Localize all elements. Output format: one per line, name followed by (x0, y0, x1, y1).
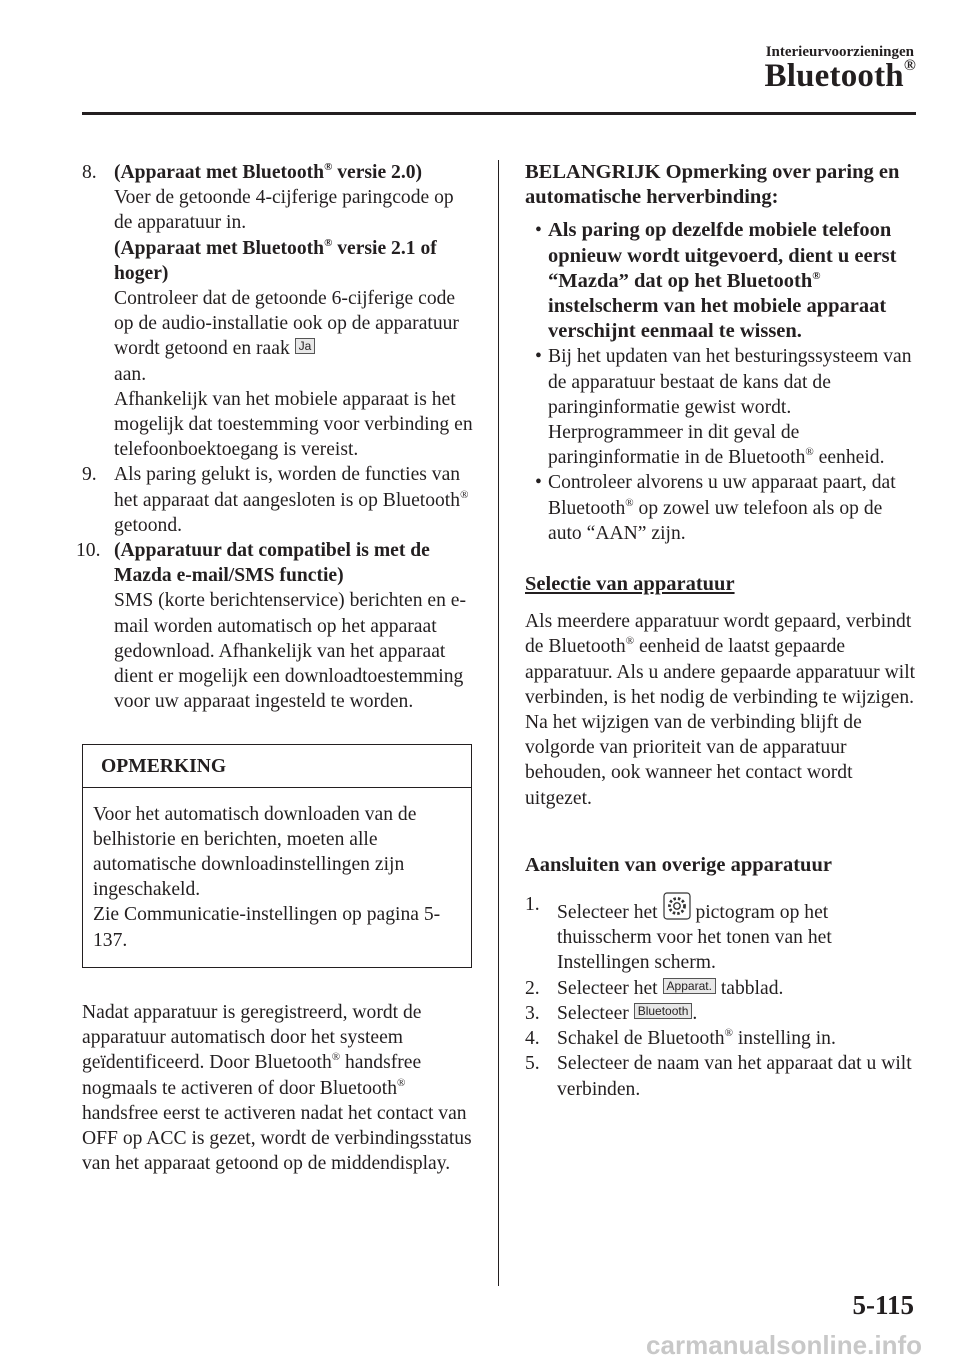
registered-mark: ® (324, 161, 333, 173)
item-text (114, 462, 474, 538)
bullet-text (548, 470, 920, 546)
section-title: Selectie van apparatuur (525, 573, 735, 596)
body-text: pictogram op het thuisscherm voor het tonen van het Instellingen scherm. (557, 902, 832, 974)
item-text: Voer de getoonde 4-cijferige paringcode op de apparatuur in. (114, 187, 454, 234)
right-column (525, 160, 920, 1102)
registered-mark: ® (812, 269, 821, 282)
step-text (557, 976, 920, 1001)
paragraph (525, 609, 920, 811)
step-text (557, 1026, 920, 1051)
body-text: Bij het updaten van het besturingssysteem van de apparatuur bestaat de kans dat de paringinformatie gewist wordt. Herprogrammeer in dit geval de paringinformatie in de Bluetooth (548, 346, 912, 469)
bullet: • (535, 346, 542, 368)
bullet-text (548, 218, 920, 344)
bullet-item (525, 344, 920, 470)
header-rule (82, 112, 916, 115)
body-text: Controleer dat de getoonde 6-cijferige code op de audio-installatie ook op de apparatuur wordt getoond en raak (114, 288, 459, 360)
step-text (557, 892, 920, 976)
step-text: Selecteer de naam van het apparaat dat u wilt verbinden. (557, 1053, 912, 1100)
item-number: 10. (76, 540, 101, 562)
step-1 (525, 892, 920, 976)
body-text: getoond. (114, 514, 183, 536)
title-text: Bluetooth (764, 58, 904, 94)
bluetooth-button: Bluetooth (634, 1003, 693, 1019)
body-text: Schakel de Bluetooth (557, 1028, 725, 1050)
body-text: handsfree nogmaals te activeren of door Bluetooth (82, 1052, 422, 1099)
body-text: . (692, 1002, 698, 1024)
bullet-text (548, 344, 920, 470)
note-body (83, 788, 471, 967)
bullet: • (535, 220, 542, 242)
item-heading (114, 236, 474, 286)
body-text: Selecteer het (557, 977, 658, 999)
step-text (557, 1001, 920, 1026)
heading-text: versie 2.1 of hoger) (114, 237, 437, 284)
step-number: 3. (525, 1002, 540, 1024)
note-box (82, 744, 472, 967)
body-text: eenheid. (813, 447, 885, 469)
item-heading (114, 538, 474, 588)
page-number: 5-115 (852, 1290, 914, 1320)
item-number: 9. (82, 464, 97, 486)
step-number: 5. (525, 1053, 540, 1075)
body-text: Als meerdere apparatuur wordt gepaard, verbindt de Bluetooth (525, 611, 912, 658)
body-text: op zowel uw telefoon als op de auto “AAN” zijn. (548, 497, 883, 544)
registered-mark: ® (331, 1051, 341, 1064)
body-text: Selecteer (557, 1002, 629, 1024)
item-text (114, 286, 474, 362)
settings-gear-icon (663, 892, 691, 920)
body-text: Als paring op dezelfde mobiele telefoon opnieuw wordt uitgevoerd, dient u eerst “Mazda” dat op het Bluetooth (548, 219, 897, 292)
heading-text: (Apparatuur dat compatibel is met de Mazda e-mail/SMS functie) (114, 540, 430, 587)
ja-button: Ja (295, 338, 316, 354)
note-text: Zie Communicatie-instellingen op pagina 5-137. (93, 904, 441, 951)
registered-mark: ® (903, 57, 916, 74)
heading-text: (Apparaat met Bluetooth (114, 162, 325, 183)
step-number: 4. (525, 1028, 540, 1050)
list-item-8 (82, 160, 474, 462)
item-text: aan. (114, 363, 147, 385)
bullet-item (525, 218, 920, 344)
registered-mark: ® (805, 446, 814, 459)
note-text: Voor het automatisch downloaden van de belhistorie en berichten, moeten alle automatische downloadinstellingen zijn ingeschakeld. (93, 803, 417, 901)
body-text: eenheid de laatst gepaarde apparatuur. Als u andere gepaarde apparatuur wilt verbinden, is het nodig de verbinding te wijzigen. Na het wijzigen van de verbinding blijft de volgorde van prioriteit van de apparatuur behouden, ook wanneer het contact wordt uitgezet. (525, 636, 916, 809)
list-item-10 (76, 538, 474, 714)
body-text: Als paring gelukt is, worden de functies van het apparaat dat aangesloten is op Bluetooth (114, 464, 461, 511)
registered-mark: ® (324, 236, 333, 249)
body-text: handsfree eerst te activeren nadat het contact van OFF op ACC is gezet, wordt de verbindingsstatus van het apparaat getoond op de middendisplay. (82, 1102, 472, 1175)
section-header: Interieurvoorzieningen (765, 44, 914, 60)
step-3 (525, 1001, 920, 1026)
left-column (76, 160, 474, 1176)
step-2 (525, 976, 920, 1001)
column-divider (498, 160, 499, 1286)
subsection-title: Aansluiten van overige apparatuur (525, 853, 832, 876)
item-text: Afhankelijk van het mobiele apparaat is het mogelijk dat toestemming voor verbinding en telefoonboektoegang is vereist. (114, 388, 473, 461)
list-item-9 (82, 462, 474, 538)
body-text: instelling in. (732, 1028, 836, 1050)
heading-text: (Apparaat met Bluetooth (114, 237, 325, 259)
apparat-tab-button: Apparat. (663, 978, 716, 994)
body-text: Controleer alvorens u uw apparaat paart, dat Bluetooth (548, 472, 896, 519)
watermark: carmanualsonline.info (646, 1330, 922, 1360)
important-heading: BELANGRIJK Opmerking over paring en automatische herverbinding: (525, 161, 900, 209)
step-5 (525, 1051, 920, 1101)
heading-text: versie 2.0) (332, 162, 423, 183)
page-title (765, 58, 916, 95)
registered-mark: ® (625, 496, 634, 509)
bullet-item (525, 470, 920, 546)
bullet: • (535, 472, 542, 494)
step-number: 2. (525, 977, 540, 999)
steps-list (525, 892, 920, 1102)
item-heading (114, 160, 474, 185)
item-text: SMS (korte berichtenservice) berichten en e-mail worden automatisch op het apparaat gedownload. Afhankelijk van het apparaat dient er mogelijk een downloadtoestemming voor uw apparaat ingesteld te worden. (114, 590, 466, 713)
registered-mark: ® (625, 635, 635, 648)
step-number: 1. (525, 894, 540, 916)
item-number: 8. (82, 162, 97, 183)
registered-mark: ® (397, 1076, 406, 1089)
note-title: OPMERKING (83, 745, 471, 787)
body-text: tabblad. (715, 977, 784, 999)
registered-mark: ® (724, 1027, 733, 1040)
body-text: instelscherm van het mobiele apparaat verschijnt eenmaal te wissen. (548, 295, 887, 343)
step-4 (525, 1026, 920, 1051)
paragraph (82, 1000, 474, 1176)
body-text: Selecteer het (557, 902, 658, 924)
body-text: Nadat apparatuur is geregistreerd, wordt de apparatuur automatisch door het systeem geïdentificeerd. Door Bluetooth (82, 1001, 422, 1074)
registered-mark: ® (460, 488, 469, 501)
